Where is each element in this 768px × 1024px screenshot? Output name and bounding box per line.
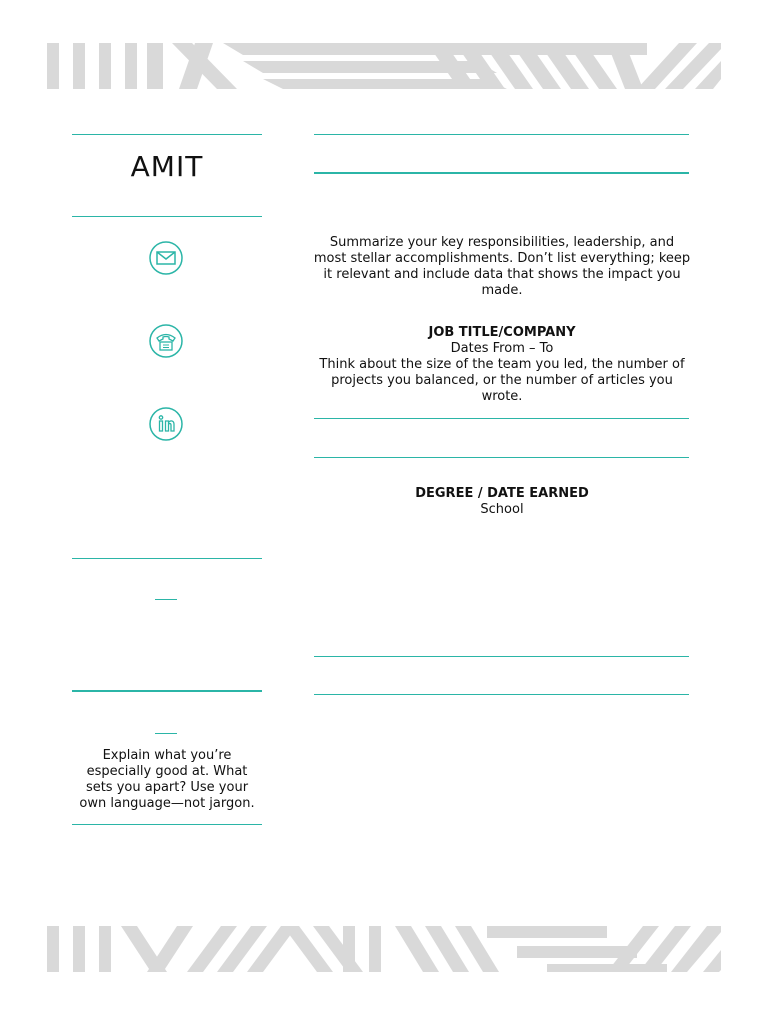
job-title: JOB TITLE/COMPANY xyxy=(428,325,576,340)
lower-section-header-rule xyxy=(314,694,689,695)
skills-top-rule xyxy=(72,690,262,692)
job-description: Think about the size of the team you led, the number of projects you balanced, or the number of articles you wrote. xyxy=(319,357,685,404)
skills-dash xyxy=(155,733,177,734)
skills-text: Explain what you’re especially good at. What sets you apart? Use your own language—not jargon. xyxy=(79,748,255,811)
summary-top-rule xyxy=(314,134,689,135)
education-top-rule xyxy=(314,418,689,419)
job-dates: Dates From – To xyxy=(450,341,554,356)
degree-title: DEGREE / DATE EARNED xyxy=(415,486,589,501)
skills-bottom-rule xyxy=(72,824,262,825)
contact-bottom-rule xyxy=(72,558,262,559)
lower-section-top-rule xyxy=(314,656,689,657)
envelope-icon xyxy=(148,240,184,276)
decorative-stripe-band-bottom xyxy=(47,926,721,972)
linkedin-icon xyxy=(148,406,184,442)
school-name: School xyxy=(480,502,524,517)
section-dash xyxy=(155,599,177,600)
education-header-rule xyxy=(314,457,689,458)
summary-text: Summarize your key responsibilities, leadership, and most stellar accomplishments. Don’t list everything; keep it relevant and include data that shows the impact you made. xyxy=(313,235,691,298)
telephone-icon xyxy=(148,323,184,359)
name-bottom-rule xyxy=(72,216,262,217)
left-top-rule xyxy=(72,134,262,135)
decorative-stripe-band-top xyxy=(47,43,721,89)
summary-header-rule xyxy=(314,172,689,174)
person-name: AMIT xyxy=(130,150,204,183)
